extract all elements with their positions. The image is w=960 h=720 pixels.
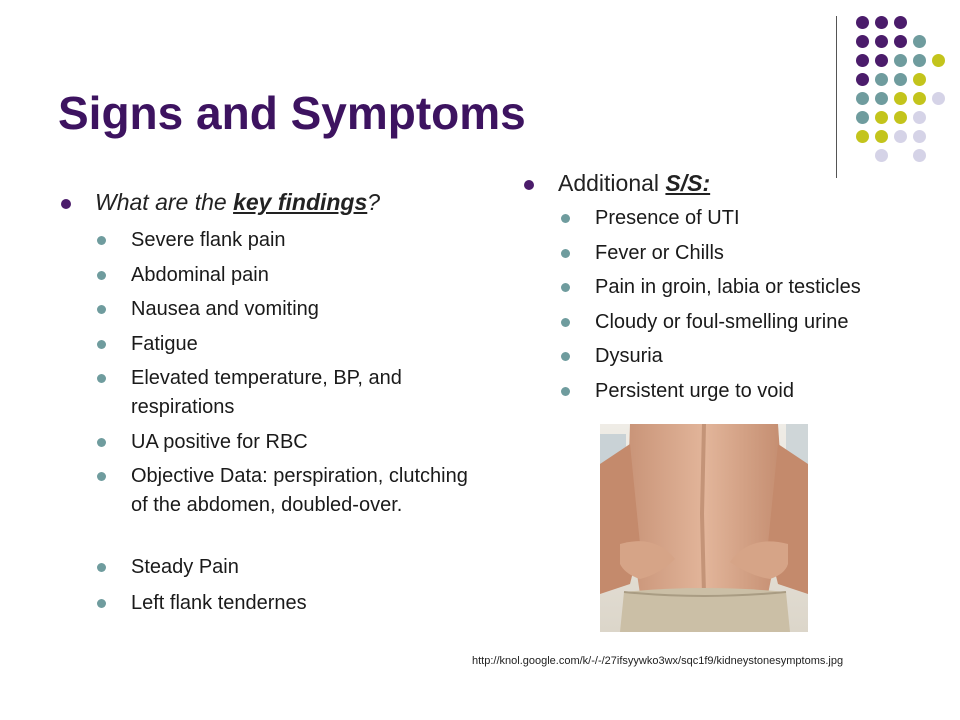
back-pain-illustration (600, 424, 808, 632)
decorative-dot (913, 73, 926, 86)
bullet-dot (97, 305, 106, 314)
decorative-dot (875, 54, 888, 67)
decorative-dot (875, 16, 888, 29)
left-list-item-text: Abdominal pain (131, 264, 269, 286)
right-list-item-text: Presence of UTI (595, 207, 740, 229)
right-list-item-text: Dysuria (595, 345, 663, 367)
left-list-item (131, 330, 476, 359)
decorative-dot (875, 92, 888, 105)
left-list-item-text: Steady Pain (131, 556, 239, 578)
right-list-item (595, 273, 861, 302)
left-list-item (131, 428, 476, 457)
decorative-dot (894, 54, 907, 67)
decorative-dot (856, 16, 869, 29)
decorative-dot (894, 92, 907, 105)
decorative-dot (875, 149, 888, 162)
bullet-dot (61, 199, 71, 209)
bullet-dot (97, 472, 106, 481)
bullet-dot (97, 374, 106, 383)
right-list-item-text: Fever or Chills (595, 242, 724, 264)
left-list-item-text: UA positive for RBC (131, 431, 308, 453)
image-source-caption: http://knol.google.com/k/-/-/27ifsyywko3wx/sqc1f9/kidneystonesymptoms.jpg (472, 655, 844, 667)
left-list-item (131, 226, 476, 255)
left-list-item (131, 589, 476, 618)
bullet-dot (561, 318, 570, 327)
decorative-dot (856, 35, 869, 48)
right-heading (558, 170, 710, 197)
left-heading-key: key findings (233, 189, 368, 215)
decorative-dot (913, 111, 926, 124)
left-list-item-text: Objective Data: perspiration, clutching of the abdomen, doubled-over. (131, 465, 468, 516)
decorative-dot (913, 130, 926, 143)
decorative-dot (913, 92, 926, 105)
decorative-dot (913, 35, 926, 48)
right-list-item (595, 308, 848, 337)
decorative-dot (856, 130, 869, 143)
decorative-dot (894, 35, 907, 48)
decorative-dot (856, 54, 869, 67)
right-list-item-text: Persistent urge to void (595, 380, 794, 402)
left-list-item (131, 462, 476, 520)
decorative-dot (856, 92, 869, 105)
left-list-item-text: Elevated temperature, BP, and respirations (131, 367, 402, 418)
left-list-item (131, 261, 476, 290)
decorative-dot (856, 111, 869, 124)
right-list-item (595, 239, 724, 268)
decorative-dot (913, 149, 926, 162)
decorative-dot (932, 92, 945, 105)
right-list-item (595, 204, 740, 233)
right-list-item-text: Cloudy or foul-smelling urine (595, 311, 849, 333)
left-heading-suffix: ? (367, 189, 381, 215)
left-heading-prefix: What are the (95, 189, 234, 215)
decorative-dot (856, 73, 869, 86)
decorative-dot (875, 111, 888, 124)
left-list-item-text: Severe flank pain (131, 229, 286, 251)
bullet-dot (97, 599, 106, 608)
bullet-dot (561, 214, 570, 223)
bullet-dot (561, 283, 570, 292)
bullet-dot (97, 438, 106, 447)
left-list-item (131, 295, 476, 324)
decorative-dot (875, 130, 888, 143)
right-list-item-text: Pain in groin, labia or testicles (595, 276, 861, 298)
bullet-dot (561, 249, 570, 258)
slide-title: Signs and Symptoms (58, 87, 526, 139)
right-list-item (595, 342, 663, 371)
decorative-divider-line (836, 16, 837, 178)
left-list-item-text: Fatigue (131, 333, 198, 355)
decorative-dot (875, 35, 888, 48)
bullet-dot (97, 563, 106, 572)
bullet-dot (561, 387, 570, 396)
right-list-item (595, 377, 794, 406)
decorative-dot (894, 16, 907, 29)
left-list-item-text: Left flank tendernes (131, 592, 307, 614)
bullet-dot (97, 340, 106, 349)
decorative-dot (894, 130, 907, 143)
bullet-dot (97, 236, 106, 245)
bullet-dot (561, 352, 570, 361)
right-heading-prefix: Additional (558, 170, 666, 196)
decorative-dot (932, 54, 945, 67)
decorative-dot (894, 111, 907, 124)
bullet-dot (97, 271, 106, 280)
back-pain-photo (600, 424, 808, 632)
left-heading (95, 189, 380, 216)
decorative-dot (894, 73, 907, 86)
left-list-item (131, 364, 476, 422)
left-list-item-text: Nausea and vomiting (131, 298, 319, 320)
decorative-dot (913, 54, 926, 67)
left-list-item (131, 553, 476, 582)
bullet-dot (524, 180, 534, 190)
right-heading-key: S/S: (665, 170, 711, 196)
decorative-dot (875, 73, 888, 86)
